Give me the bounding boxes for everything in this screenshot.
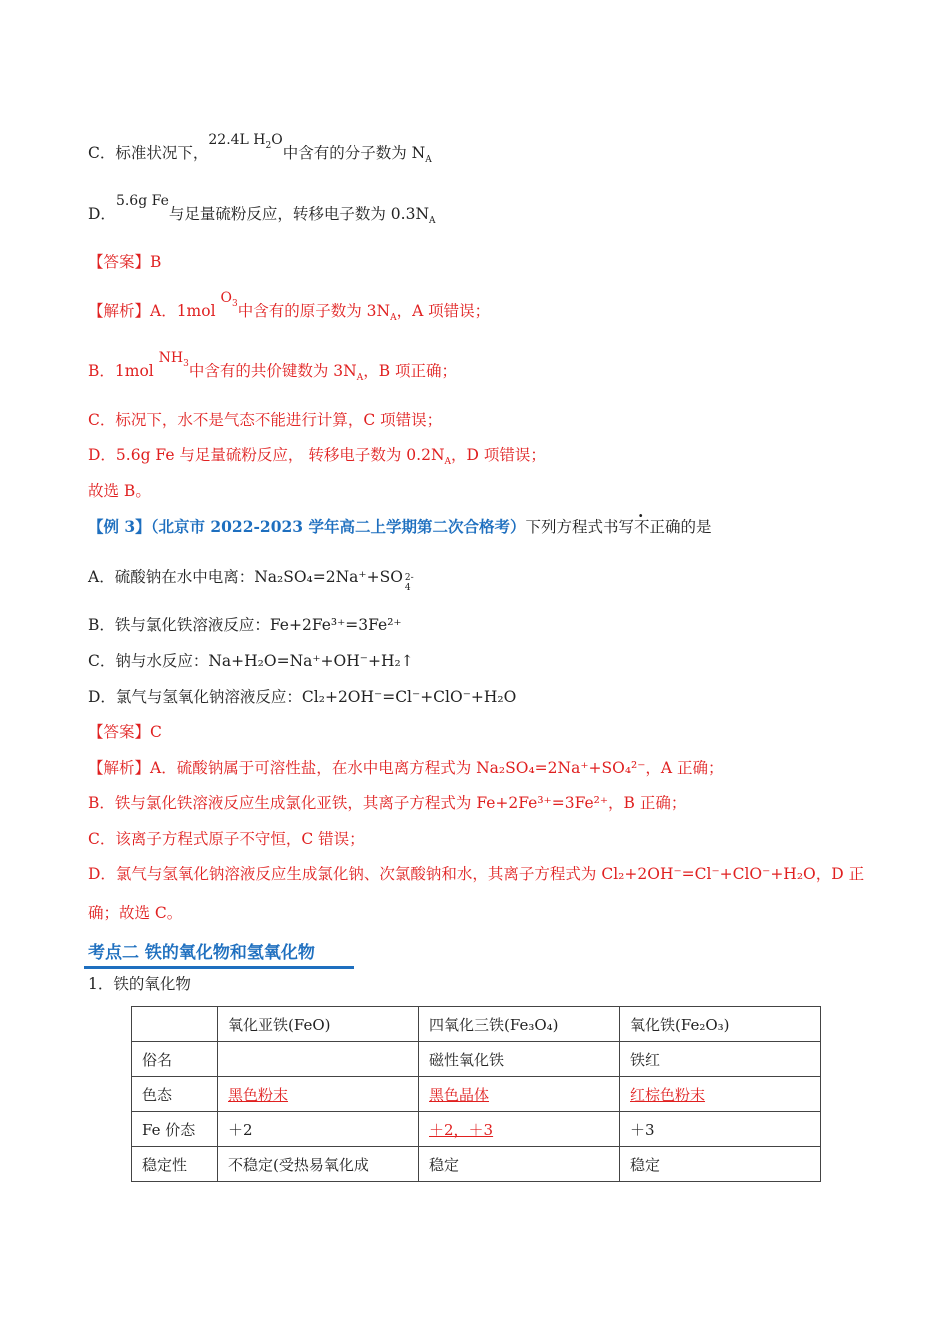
table-row — [132, 1042, 821, 1077]
section-subheading: 1．铁的氧化物 — [88, 975, 191, 993]
explanation-2-b: B．铁与氯化铁溶液反应生成氯化亚铁，其离子方程式为 Fe+2Fe³⁺=3Fe²⁺，B 正确； — [88, 794, 687, 812]
table-row — [132, 1077, 821, 1112]
section-heading: 考点二 铁的氧化物和氢氧化物 — [88, 943, 315, 963]
table-cell: 铁红 — [620, 1042, 821, 1077]
table-cell: 稳定 — [620, 1147, 821, 1182]
table-cell: 不稳定(受热易氧化成 — [218, 1147, 419, 1182]
explanation-1-c: C．标况下，水不是气态不能进行计算，C 项错误； — [88, 411, 443, 429]
table-cell: ＋2，＋3 — [419, 1112, 620, 1147]
table-cell: 色态 — [132, 1077, 218, 1112]
table-cell: 氧化亚铁(FeO) — [218, 1007, 419, 1042]
choice-a: A．硫酸钠在水中电离：Na₂SO₄=2Na⁺+SO 2- 4 — [88, 568, 414, 593]
table-cell: ＋3 — [620, 1112, 821, 1147]
explanation-1-conclusion: 故选 B。 — [88, 482, 151, 500]
answer-2: 【答案】C — [88, 723, 162, 741]
choice-b: B．铁与氯化铁溶液反应：Fe+2Fe³⁺=3Fe²⁺ — [88, 616, 402, 634]
table-cell: ＋2 — [218, 1112, 419, 1147]
table-cell: 黑色粉末 — [218, 1077, 419, 1112]
table-cell: 稳定 — [419, 1147, 620, 1182]
table-cell: 红棕色粉末 — [620, 1077, 821, 1112]
explanation-1-d: D．5.6g Fe 与足量硫粉反应， 转移电子数为 $0.2N_A$，D 项错误； — [88, 446, 546, 468]
example-3-question: 【例 3】（北京市 2022-2023 学年高二上学期第二次合格考）下列方程式书写不正确的是 — [88, 517, 712, 536]
table-cell: 氧化铁(Fe₂O₃) — [620, 1007, 821, 1042]
table-header-row — [132, 1007, 821, 1042]
explanation-1-b: B．1mol $NH_3$中含有的共价键数为 $3N_A$，B 项正确； — [88, 350, 458, 384]
heading-underline — [84, 966, 354, 969]
choice-c: C．钠与水反应：Na+H₂O=Na⁺+OH⁻+H₂↑ — [88, 652, 414, 670]
explanation-2-conclusion: 确；故选 C。 — [88, 904, 183, 922]
explanation-1-a: 【解析】A．1mol $O_3$中含有的原子数为 $3N_A$，A 项错误； — [88, 290, 491, 324]
option-c: C．标准状况下，22.4L $H_2O$中含有的分子数为 $N_A$ — [88, 132, 432, 166]
table-cell: 四氧化三铁(Fe₃O₄) — [419, 1007, 620, 1042]
table-cell — [132, 1007, 218, 1042]
explanation-2-c: C．该离子方程式原子不守恒，C 错误； — [88, 830, 365, 848]
table-row — [132, 1147, 821, 1182]
table-cell — [218, 1042, 419, 1077]
table-cell: 俗名 — [132, 1042, 218, 1077]
answer-1: 【答案】B — [88, 253, 162, 271]
table-row — [132, 1112, 821, 1147]
iron-oxides-table — [131, 1006, 821, 1182]
table-cell: Fe 价态 — [132, 1112, 218, 1147]
choice-d: D．氯气与氢氧化钠溶液反应：Cl₂+2OH⁻=Cl⁻+ClO⁻+H₂O — [88, 688, 517, 706]
table-cell: 稳定性 — [132, 1147, 218, 1182]
explanation-2-a: 【解析】A．硫酸钠属于可溶性盐，在水中电离方程式为 Na₂SO₄=2Na⁺+SO₄²⁻，A 正确； — [88, 759, 724, 777]
table-cell: 磁性氧化铁 — [419, 1042, 620, 1077]
explanation-2-d: D．氯气与氢氧化钠溶液反应生成氯化钠、次氯酸钠和水，其离子方程式为 Cl₂+2OH⁻=Cl⁻+ClO⁻+H₂O，D 正 — [88, 865, 865, 883]
option-d: D．5.6g Fe与足量硫粉反应，转移电子数为 $0.3N_A$ — [88, 193, 436, 227]
table-cell: 黑色晶体 — [419, 1077, 620, 1112]
